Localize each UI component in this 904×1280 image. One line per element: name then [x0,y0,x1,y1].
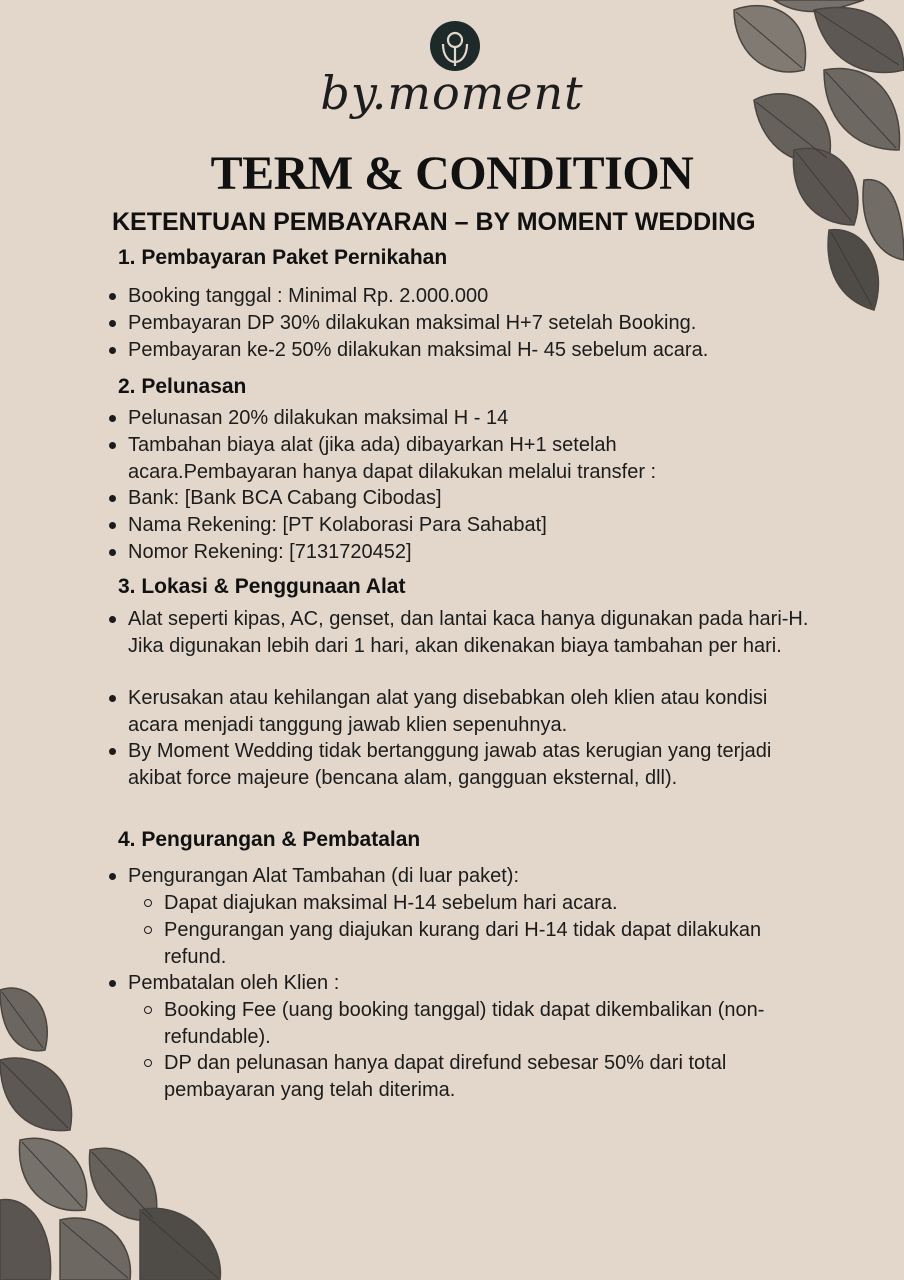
sub-list-item: DP dan pelunasan hanya dapat direfund sebesar 50% dari total pembayaran yang telah diterima. [164,1050,824,1103]
section-heading: 3. Lokasi & Penggunaan Alat [118,575,406,598]
list-item: By Moment Wedding tidak bertanggung jawab atas kerugian yang terjadi akibat force majeure (bencana alam, gangguan eksternal, dll). [128,738,828,791]
list-item: Booking tanggal : Minimal Rp. 2.000.000 [128,283,828,310]
sub-list-item: Pengurangan yang diajukan kurang dari H-14 tidak dapat dilakukan refund. [164,917,784,970]
page-subtitle: KETENTUAN PEMBAYARAN – BY MOMENT WEDDING [112,208,756,236]
list-item: Tambahan biaya alat (jika ada) dibayarkan H+1 setelah acara.Pembayaran hanya dapat dilakukan melalui transfer : [128,432,748,485]
sub-list-item: Booking Fee (uang booking tanggal) tidak dapat dikembalikan (non-refundable). [164,997,824,1050]
list-item: Kerusakan atau kehilangan alat yang disebabkan oleh klien atau kondisi acara menjadi tanggung jawab klien sepenuhnya. [128,685,818,738]
list-item: Pembayaran DP 30% dilakukan maksimal H+7 setelah Booking. [128,310,828,337]
section-heading: 1. Pembayaran Paket Pernikahan [118,246,448,269]
brand-logo-icon [429,20,481,72]
sub-list-item: Dapat diajukan maksimal H-14 sebelum hari acara. [164,890,824,917]
list-item: Nama Rekening: [PT Kolaborasi Para Sahabat] [128,512,828,539]
section-heading: 2. Pelunasan [118,375,247,398]
list-item: Pengurangan Alat Tambahan (di luar paket): [128,863,828,890]
section-heading: 4. Pengurangan & Pembatalan [118,828,421,851]
list-item: Alat seperti kipas, AC, genset, dan lantai kaca hanya digunakan pada hari-H. Jika digunakan lebih dari 1 hari, akan dikenakan biaya tambahan per hari. [128,606,818,659]
list-item: Pembayaran ke-2 50% dilakukan maksimal H- 45 sebelum acara. [128,337,828,364]
list-item: Pembatalan oleh Klien : [128,970,828,997]
list-item: Pelunasan 20% dilakukan maksimal H - 14 [128,405,828,432]
list-item: Nomor Rekening: [7131720452] [128,539,828,566]
page-title: TERM & CONDITION [210,147,694,200]
list-item: Bank: [Bank BCA Cabang Cibodas] [128,485,828,512]
brand-script-name: by.moment [320,66,584,120]
